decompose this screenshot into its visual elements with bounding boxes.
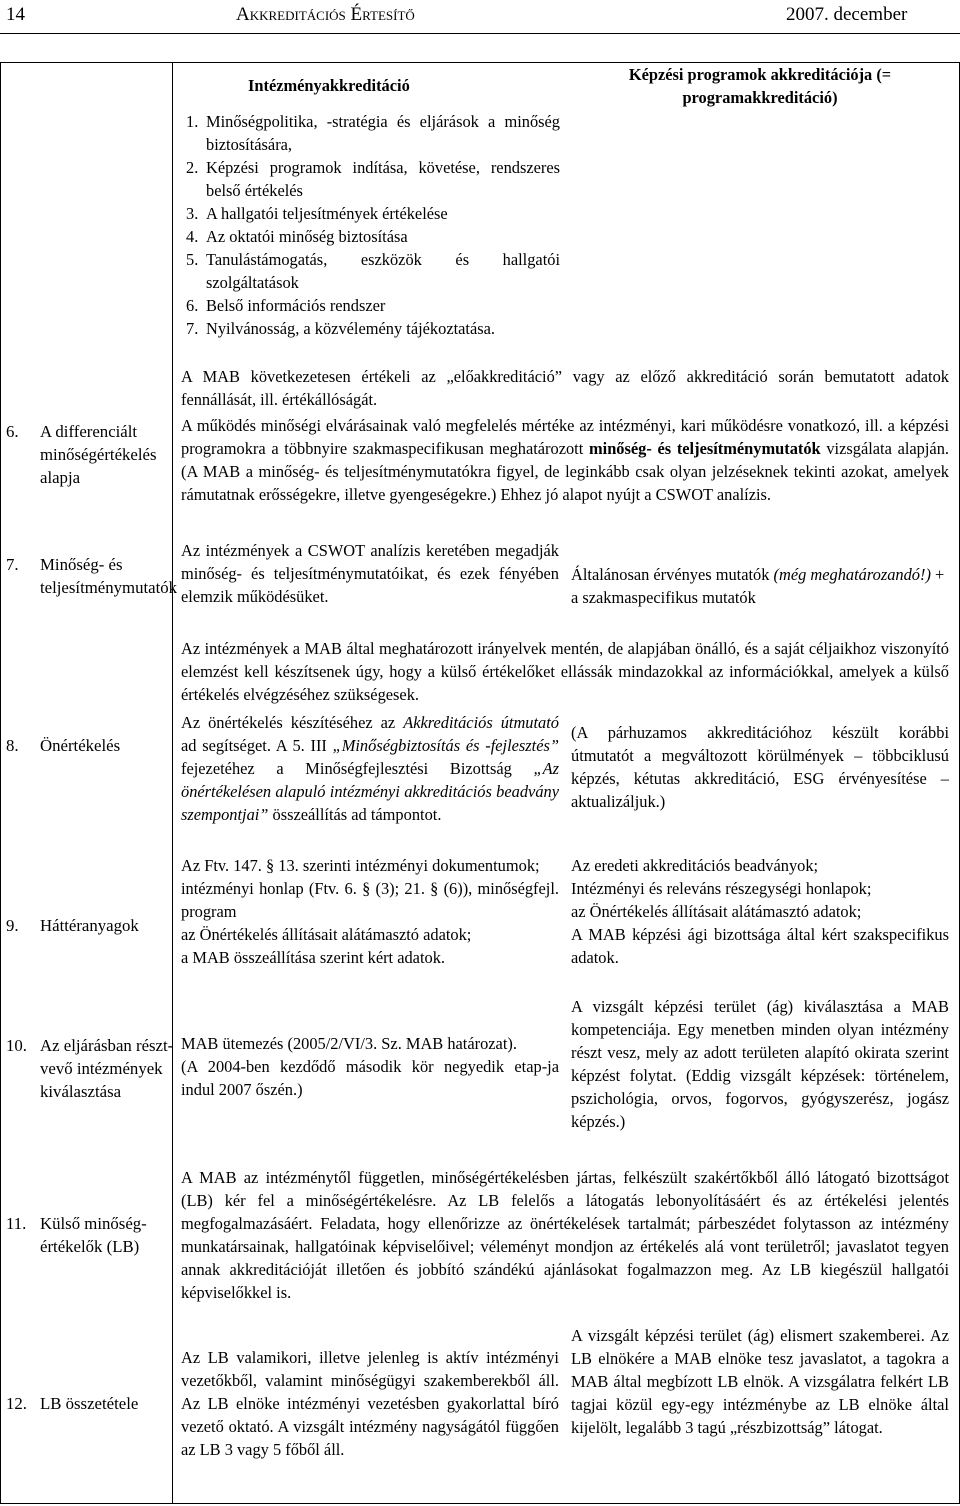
- header-rule: [0, 33, 960, 34]
- table-border-left: [0, 62, 1, 1504]
- program-heading: Képzési programok akkreditációja (= programakkreditáció): [628, 65, 892, 107]
- row9-program: Az eredeti akkreditációs beadványok; Intézményi és releváns részegységi honlapok; az Önértékelés állításait alátámasztó adatok; A MAB képzési ági bizottsága által kért szakspecifikus adatok.: [571, 856, 949, 967]
- list-item: 2. Képzési programok indítása, követése, rendszeres belső értékelés: [186, 158, 560, 200]
- institutional-heading: Intézményakkreditáció: [248, 76, 410, 95]
- institutional-criteria-list: [180, 110, 560, 340]
- list-item: 1. Minőségpolitika, -stratégia és eljárások a minőség biztosítására,: [186, 112, 560, 154]
- list-item: 4. Az oktatói minőség biztosítása: [186, 227, 408, 246]
- row8-intro: Az intézmények a MAB által meghatározott irányelvek mentén, de alapjában önálló, és a saját céljaikhoz viszonyító elemzést kell készítsenek úgy, hogy a külső értékelőket ellássák mindazokkal az információkkal, amelyek a külső értékelés elvégzéséhez szükségesek.: [181, 639, 949, 704]
- row10-institutional: MAB ütemezés (2005/2/VI/3. Sz. MAB határozat). (A 2004-ben kezdődő második kör negyedik etap-ja indul 2007 őszén.): [181, 1034, 559, 1099]
- page-header: [0, 0, 960, 36]
- list-item: 3. A hallgatói teljesítmények értékelése: [186, 204, 448, 223]
- table-border-bottom: [0, 1503, 960, 1504]
- table-divider: [172, 62, 173, 1504]
- row11-text: A MAB az intézménytől független, minőségértékelésben jártas, felkészült szakértőkből álló látogató bizottságot (LB) kér fel a minőségértékelésre. Az LB felelős a látogatás lebonyolításáért és az értékelési jelentés megfogalmazásáért. Feladata, hogy ellenőrizze az önértékelések tartalmát; párbeszédet folytasson az intézmény munkatársainak, hallgatóinak képviselőivel; véleményt mondjon az értékelés alá vont területről; javaslatot tegyen annak akkreditációját illetően és jobbító szándékú ajánlásokat fogalmazzon meg. Az LB kiegészül hallgatói képviselőkkel is.: [181, 1168, 949, 1302]
- row10-program: A vizsgált képzési terület (ág) kiválasztása a MAB kompetenciája. Egy menetben minden olyan intézmény részt vesz, mely az adott területen alapító okirata szerint képzést folytat. (Eddig vizsgált képzések: történelem, pszichológia, orvos, fogorvos, gyógyszerész, jogász képzés.): [571, 997, 949, 1131]
- row12-program: A vizsgált képzési terület (ág) elismert szakemberei. Az LB elnökére a MAB elnöke tesz javaslatot, a tagokra a MAB által megbízott LB elnök. A vizsgálatra felkért LB tagjai közül egy-egy intézménybe az LB elnöke által kijelölt, legalább 3 tagú „részbizottság” látogat.: [571, 1326, 949, 1437]
- row7-program: Általánosan érvényes mutatók (még meghatározandó!) + a szakmaspecifikus mutatók: [571, 565, 945, 607]
- row6-paragraph-1: A MAB következetesen értékeli az „előakkreditáció” vagy az előző akkreditáció során bemutatott adatok fennállását, ill. értékállóságát.: [181, 367, 949, 409]
- list-item: 6. Belső információs rendszer: [186, 296, 386, 315]
- journal-title: Akkreditációs Értesítő: [236, 4, 415, 25]
- comparison-table: Intézményakkreditáció Képzési programok akkreditációja (= programakkreditáció) 1. Minőségpolitika, -stratégia és eljárások a minőség biztosítására, 2. Képzési programok indítása, követése, rendszeres belső értékelés 3. A hallgatói teljesítmények értékelése 4. Az oktatói minőség biztosítása 5. Tanulástámogatás, eszközök és hallgatói szolgáltatások 6. Belső információs rendszer 7. Nyilvánosság, a közvélemény tájékoztatása. 6. A differenciált minőségértékelés alapja 7. Minőség- és teljesítménymutatók 8. Önértékelés 9. Háttéranyagok 10. Az eljárásban részt-vevő intézmények kiválasztása 11. Külső minőség-értékelők (LB) 12. LB összetétele A MAB következetesen értékeli az „előakkreditáció” vagy az előző akkreditáció során bemutatott adatok fennállását, ill. értékállóságát. A működés minőségi elvárásainak való megfelelés mértéke az intézményi, kari működésre vonatkozó, ill. a képzési programokra a többnyire szakmaspecifikusan meghatározott minőség- és teljesítménymutatók vizsgálata alapján. (A MAB a minőség- és teljesítménymutatókra figyel, de leginkább csak olyan jelzéseknek tekinti azokat, amelyek rámutatnak erősségekre, illetve gyengeségekre.) Ehhez jó alapot nyújt a CSWOT analízis. Az intézmények a CSWOT analízis keretében megadják minőség- és teljesítménymutatóikat, és ezek fényében elemzik működésüket. Általánosan érvényes mutatók (még meghatározandó!) + a szakmaspecifikus mutatók Az intézmények a MAB által meghatározott irányelvek mentén, de alapjában önálló, és a saját céljaikhoz viszonyító elemzést kell készítsenek úgy, hogy a külső értékelőket ellássák mindazokkal az információkkal, amelyek a külső értékelés elvégzéséhez szükségesek. Az önértékelés készítéséhez az Akkreditációs útmutató ad segítséget. A 5. III „Minőségbiztosítás és -fejlesztés” fejezetéhez a Minőségfejlesztési Bizottság „Az önértékelésen alapuló intézményi akkreditációs beadvány szempontjai” összeállítás ad támpontot. (A párhuzamos akkreditációhoz készült korábbi útmutatót a megváltozott körülmények – többciklusú képzés, kétutas akkreditáció, ESG érvényesítése – aktualizáljuk.) Az Ftv. 147. § 13. szerinti intézményi dokumentumok; intézményi honlap (Ftv. 6. § (3); 21. § (6)), minőségfejl. program az Önértékelés állításait alátámasztó adatok; a MAB összeállítása szerint kért adatok. Az eredeti akkreditációs beadványok; Intézményi és releváns részegységi honlapok; az Önértékelés állításait alátámasztó adatok; A MAB képzési ági bizottsága által kért szakspecifikus adatok. MAB ütemezés (2005/2/VI/3. Sz. MAB határozat). (A 2004-ben kezdődő második kör negyedik etap-ja indul 2007 őszén.) A vizsgált képzési terület (ág) kiválasztása a MAB kompetenciája. Egy menetben minden olyan intézmény részt vesz, mely az adott területen alapító okirata szerint képzést folytat. (Eddig vizsgált képzések: történelem, pszichológia, orvos, fogorvos, gyógyszerész, jogász képzés.) A MAB az intézménytől független, minőségértékelésben jártas, felkészült szakértőkből álló látogató bizottságot (LB) kér fel a minőségértékelésre. Az LB felelős a látogatás lebonyolításáért és az értékelési jelentés megfogalmazásáért. Feladata, hogy ellenőrizze az önértékelések tartalmát; párbeszédet folytasson az intézmény munkatársainak, hallgatóinak képviselőivel; véleményt mondjon az értékelés alá vont területről; javaslatot tegyen annak akkreditációját illetően és jobbító szándékú ajánlásokat fogalmazzon meg. Az LB kiegészül hallgatói képviselőkkel is. Az LB valamikori, illetve jelenleg is aktív intézményi vezetőkből, valamint minőségügyi szakemberekből áll. Az LB elnöke intézményi vezetésben gyakorlattal bíró vezető oktató. A vizsgált intézmény nagyságától függően az LB 3 vagy 5 főből áll. A vizsgált képzési terület (ág) elismert szakemberei. Az LB elnökére a MAB elnöke tesz javaslatot, a tagokra a MAB által megbízott LB elnök. A vizsgálatra felkért LB tagjai közül egy-egy intézménybe az LB elnöke által kijelölt, legalább 3 tagú „részbizottság” látogat.: [0, 62, 960, 1504]
- row9-institutional: Az Ftv. 147. § 13. szerinti intézményi dokumentumok; intézményi honlap (Ftv. 6. § (3); 21. § (6)), minőségfejl. program az Önértékelés állításait alátámasztó adatok; a MAB összeállítása szerint kért adatok.: [181, 856, 559, 967]
- row12-institutional: Az LB valamikori, illetve jelenleg is aktív intézményi vezetőkből, valamint minőségügyi szakemberekből áll. Az LB elnöke intézményi vezetésben gyakorlattal bíró vezető oktató. A vizsgált intézmény nagyságától függően az LB 3 vagy 5 főből áll.: [181, 1348, 559, 1459]
- row7-institutional: Az intézmények a CSWOT analízis keretében megadják minőség- és teljesítménymutatóikat, és ezek fényében elemzik működésüket.: [181, 541, 559, 606]
- row8-program: (A párhuzamos akkreditációhoz készült korábbi útmutatót a megváltozott körülmények – többciklusú képzés, kétutas akkreditáció, ESG érvényesítése – aktualizáljuk.): [571, 723, 949, 811]
- issue-date: 2007. december: [786, 4, 908, 25]
- page-number: 14: [6, 4, 25, 25]
- list-item: 5. Tanulástámogatás, eszközök és hallgatói szolgáltatások: [186, 250, 560, 292]
- list-item: 7. Nyilvánosság, a közvélemény tájékoztatása.: [186, 319, 496, 338]
- row6-paragraph-2: A működés minőségi elvárásainak való megfelelés mértéke az intézményi, kari működésre vonatkozó, ill. a képzési programokra a többnyire szakmaspecifikusan meghatározott minőség- és teljesítménymutatók vizsgálata alapján. (A MAB a minőség- és teljesítménymutatókra figyel, de leginkább csak olyan jelzéseknek tekinti azokat, amelyek rámutatnak erősségekre, illetve gyengeségekre.) Ehhez jó alapot nyújt a CSWOT analízis.: [181, 416, 949, 504]
- row8-institutional: Az önértékelés készítéséhez az Akkreditációs útmutató ad segítséget. A 5. III „Minőségbiztosítás és -fejlesztés” fejezetéhez a Minőségfejlesztési Bizottság „Az önértékelésen alapuló intézményi akkreditációs beadvány szempontjai” összeállítás ad támpontot.: [181, 713, 559, 824]
